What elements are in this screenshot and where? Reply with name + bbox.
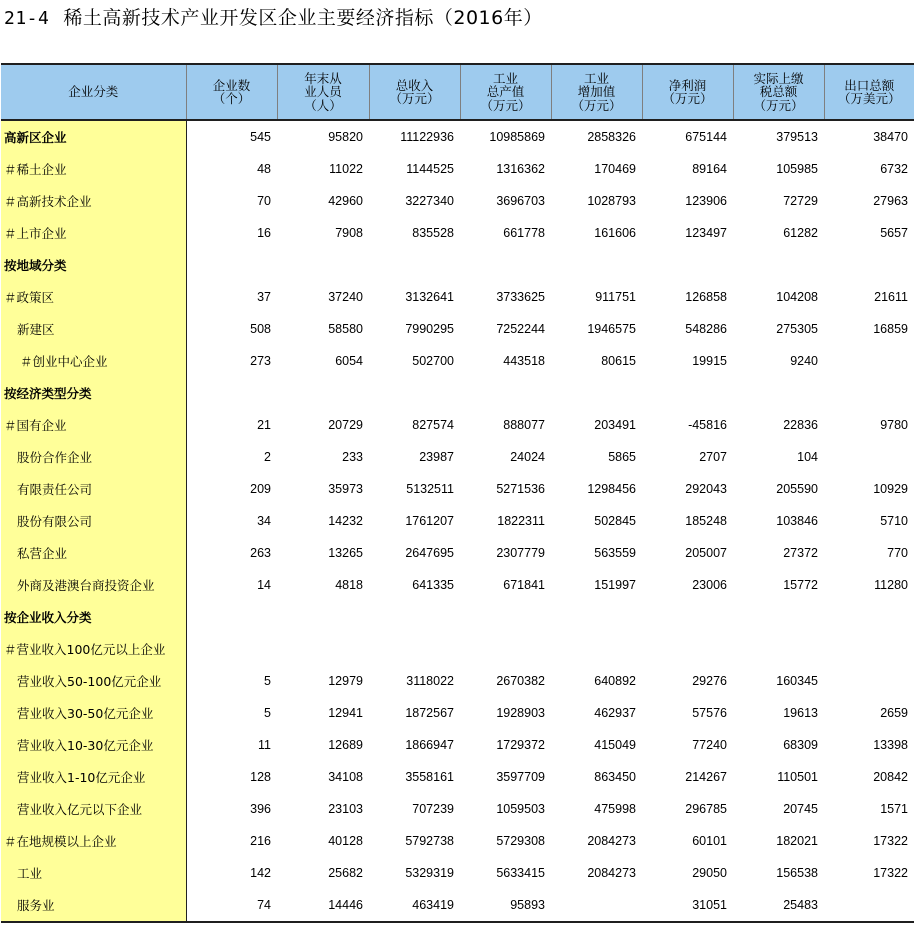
table-cell: 675144 [685,130,727,144]
column-header-tax-paid: 实际上缴 税总额 （万元） [733,64,824,120]
table-cell: 292043 [685,482,727,496]
table-cell: 126858 [685,290,727,304]
row-category-label: 营业收入10-30亿元企业 [1,729,186,761]
table-cell: 273 [250,354,271,368]
table-cell [642,377,733,409]
table-row [1,505,914,537]
table-row [1,281,914,313]
table-cell: 548286 [685,322,727,336]
table-cell: 379513 [776,130,818,144]
table-cell: 17322 [873,834,908,848]
row-category-label: 工业 [1,857,186,889]
table-cell: 6054 [335,354,363,368]
table-cell: 5 [264,674,271,688]
table-cell: 563559 [594,546,636,560]
row-category-label: 按企业收入分类 [1,601,186,633]
table-row [1,857,914,889]
table-row [1,313,914,345]
table-row [1,729,914,761]
table-cell: 3118022 [406,674,454,688]
table-cell [824,665,914,697]
page-title [4,6,543,31]
row-category-label: ＃在地规模以上企业 [1,825,186,857]
table-cell: 1028793 [587,194,636,208]
table-cell: 5792738 [405,834,454,848]
table-cell [277,377,369,409]
table-cell: 205007 [685,546,727,560]
table-cell: 205590 [776,482,818,496]
table-cell [186,249,277,281]
table-cell: 61282 [783,226,818,240]
table-cell: 3132641 [405,290,454,304]
table-cell: 156538 [776,866,818,880]
table-cell [277,601,369,633]
table-cell: 4818 [335,578,363,592]
row-category-label: 私营企业 [1,537,186,569]
table-cell: 6732 [880,162,908,176]
table-cell: 34108 [328,770,363,784]
table-title: 稀土高新技术产业开发区企业主要经济指标（2016年） [63,7,543,29]
table-cell: 10985869 [489,130,545,144]
table-cell: 182021 [776,834,818,848]
table-cell: 128 [250,770,271,784]
table-cell: 1822311 [497,514,545,528]
table-cell [824,377,914,409]
table-cell: 5633415 [496,866,545,880]
table-cell: 77240 [692,738,727,752]
table-cell: 24024 [510,450,545,464]
table-cell: 3227340 [405,194,454,208]
table-row [1,120,914,153]
table-cell: 31051 [642,889,733,922]
table-cell: 58580 [328,322,363,336]
row-category-label: ＃政策区 [1,281,186,313]
table-row [1,633,914,665]
table-cell: 25483 [733,889,824,922]
table-cell: 1571 [880,802,908,816]
table-body [1,120,914,922]
table-cell: 233 [342,450,363,464]
table-row [1,697,914,729]
table-cell: 14232 [328,514,363,528]
row-category-label: 外商及港澳台商投资企业 [1,569,186,601]
table-cell: 11280 [874,578,908,592]
table-row [1,345,914,377]
table-cell: 707239 [412,802,454,816]
table-cell: 1761207 [405,514,454,528]
table-cell: 415049 [594,738,636,752]
table-cell [186,601,277,633]
table-number: 21-4 [4,8,50,29]
table-row [1,473,914,505]
row-category-label: ＃稀土企业 [1,153,186,185]
table-cell: 3558161 [405,770,454,784]
table-cell: 19915 [692,354,727,368]
table-cell: 14 [257,578,271,592]
table-cell: 151997 [594,578,636,592]
table-cell [733,249,824,281]
table-cell [277,633,369,665]
table-cell [733,633,824,665]
table-cell: 5132511 [406,482,454,496]
table-row [1,569,914,601]
table-row [1,889,914,922]
table-cell: 5329319 [405,866,454,880]
table-cell: 170469 [594,162,636,176]
table-row [1,761,914,793]
table-cell: 15772 [783,578,818,592]
table-cell: 23987 [419,450,454,464]
table-cell: 37240 [328,290,363,304]
table-cell: -45816 [688,418,727,432]
row-category-label: 营业收入1-10亿元企业 [1,761,186,793]
table-cell: 2647695 [405,546,454,560]
table-cell: 185248 [685,514,727,528]
table-cell: 5729308 [496,834,545,848]
table-cell [551,889,642,922]
table-cell: 160345 [776,674,818,688]
table-cell: 475998 [594,802,636,816]
table-cell: 95893 [460,889,551,922]
table-cell: 2 [264,450,271,464]
table-cell: 74 [186,889,277,922]
table-cell: 1872567 [405,706,454,720]
row-category-label: 有限责任公司 [1,473,186,505]
table-cell: 2307779 [496,546,545,560]
table-cell: 911751 [595,290,636,304]
table-row [1,153,914,185]
row-category-label: 服务业 [1,889,186,922]
table-cell [369,601,460,633]
table-cell: 3696703 [496,194,545,208]
table-row [1,249,914,281]
table-row [1,825,914,857]
economic-indicators-table [1,63,914,923]
table-row [1,185,914,217]
table-cell [642,249,733,281]
table-cell: 23103 [328,802,363,816]
column-header-industrial-output: 工业 总产值 （万元） [460,64,551,120]
table-cell: 11 [258,738,271,752]
table-cell: 2858326 [587,130,636,144]
table-cell: 502845 [594,514,636,528]
row-category-label: ＃上市企业 [1,217,186,249]
table-cell: 263 [250,546,271,560]
table-cell: 216 [250,834,271,848]
table-cell: 12979 [328,674,363,688]
row-category-label: 营业收入30-50亿元企业 [1,697,186,729]
column-header-total-revenue: 总收入 （万元） [369,64,460,120]
row-category-label: 股份合作企业 [1,441,186,473]
table-cell: 10929 [873,482,908,496]
table-cell: 770 [887,546,908,560]
table-cell [824,441,914,473]
column-header-category: 企业分类 [1,64,186,120]
table-cell [460,377,551,409]
table-cell: 888077 [503,418,545,432]
row-category-label: ＃国有企业 [1,409,186,441]
table-cell: 3597709 [496,770,545,784]
table-cell: 110501 [777,770,818,784]
table-cell [460,249,551,281]
table-cell: 214267 [685,770,727,784]
column-header-net-profit: 净利润 （万元） [642,64,733,120]
table-row [1,217,914,249]
table-cell: 5710 [880,514,908,528]
table-cell: 640892 [594,674,636,688]
table-row [1,441,914,473]
table-cell [642,601,733,633]
table-cell: 11022 [329,162,363,176]
table-cell: 7908 [335,226,363,240]
table-cell: 161606 [594,226,636,240]
table-cell [551,633,642,665]
table-cell: 661778 [503,226,545,240]
row-category-label: 营业收入50-100亿元企业 [1,665,186,697]
table-cell: 12941 [328,706,363,720]
table-cell [824,889,914,922]
table-cell: 835528 [412,226,454,240]
table-cell: 16859 [873,322,908,336]
table-cell: 72729 [783,194,818,208]
column-header-enterprise-count: 企业数 （个） [186,64,277,120]
row-category-label: 新建区 [1,313,186,345]
table-cell: 104 [797,450,818,464]
table-cell [824,345,914,377]
table-cell: 5657 [880,226,908,240]
table-cell: 5865 [608,450,636,464]
table-cell: 142 [250,866,271,880]
table-cell: 17322 [873,866,908,880]
table-cell: 42960 [328,194,363,208]
row-category-label: ＃营业收入100亿元以上企业 [1,633,186,665]
table-cell [369,633,460,665]
table-cell: 19613 [783,706,818,720]
table-cell: 641335 [412,578,454,592]
table-cell: 508 [250,322,271,336]
table-cell: 5 [264,706,271,720]
table-row [1,793,914,825]
table-cell [733,377,824,409]
table-cell: 7252244 [496,322,545,336]
table-cell: 23006 [692,578,727,592]
table-cell: 123497 [685,226,727,240]
table-cell: 13265 [328,546,363,560]
table-cell: 20745 [783,802,818,816]
row-category-label: ＃创业中心企业 [1,345,186,377]
table-cell: 462937 [594,706,636,720]
table-cell: 2659 [880,706,908,720]
header-row [1,64,914,120]
table-cell: 296785 [685,802,727,816]
row-category-label: 股份有限公司 [1,505,186,537]
table-row [1,409,914,441]
table-cell: 9240 [790,354,818,368]
table-cell: 57576 [692,706,727,720]
table-cell: 27963 [873,194,908,208]
table-cell: 671841 [503,578,545,592]
table-cell: 27372 [783,546,818,560]
table-cell: 11122936 [400,130,454,144]
table-cell: 1316362 [496,162,545,176]
table-cell: 1866947 [405,738,454,752]
table-cell: 123906 [685,194,727,208]
table-cell: 827574 [412,418,454,432]
table-cell: 3733625 [496,290,545,304]
table-cell: 38470 [873,130,908,144]
table-cell: 5271536 [496,482,545,496]
table-cell [642,633,733,665]
table-cell [824,633,914,665]
column-header-industrial-added-value: 工业 增加值 （万元） [551,64,642,120]
table-cell [733,601,824,633]
table-cell: 89164 [692,162,727,176]
table-cell [551,601,642,633]
table-cell: 103846 [776,514,818,528]
table-cell: 502700 [412,354,454,368]
table-cell: 104208 [776,290,818,304]
table-row [1,601,914,633]
table-cell: 20729 [328,418,363,432]
table-cell: 2084273 [587,834,636,848]
table-cell: 21 [257,418,271,432]
table-cell: 9780 [880,418,908,432]
table-cell: 80615 [601,354,636,368]
table-cell: 68309 [783,738,818,752]
table-cell: 1298456 [587,482,636,496]
table-cell: 16 [257,226,271,240]
table-cell: 40128 [328,834,363,848]
table-cell [460,633,551,665]
table-cell: 70 [257,194,271,208]
table-cell: 1946575 [587,322,636,336]
table-cell: 35973 [328,482,363,496]
table-cell [460,601,551,633]
table-cell: 29276 [692,674,727,688]
table-cell [186,377,277,409]
table-cell: 2707 [699,450,727,464]
table-cell: 95820 [328,130,363,144]
table-cell [277,249,369,281]
table-cell: 2670382 [496,674,545,688]
table-cell: 21611 [874,290,908,304]
table-row [1,665,914,697]
table-cell: 463419 [369,889,460,922]
row-category-label: ＃高新技术企业 [1,185,186,217]
table-cell: 13398 [873,738,908,752]
table-cell: 443518 [503,354,545,368]
table-cell: 12689 [328,738,363,752]
table-cell: 48 [257,162,271,176]
table-cell [551,249,642,281]
table-cell: 396 [250,802,271,816]
table-cell: 209 [250,482,271,496]
table-cell: 34 [257,514,271,528]
table-cell: 7990295 [405,322,454,336]
table-cell: 863450 [594,770,636,784]
table-cell: 22836 [783,418,818,432]
table-cell: 1928903 [496,706,545,720]
column-header-exports: 出口总额 （万美元） [824,64,914,120]
row-category-label: 高新区企业 [1,120,186,153]
table-cell: 60101 [692,834,727,848]
table-cell: 203491 [594,418,636,432]
column-header-employees: 年末从 业人员 （人） [277,64,369,120]
table-cell [186,633,277,665]
table-cell [369,377,460,409]
table-cell: 1729372 [496,738,545,752]
table-cell: 2084273 [587,866,636,880]
row-category-label: 营业收入亿元以下企业 [1,793,186,825]
table-cell [369,249,460,281]
table-cell: 29050 [692,866,727,880]
table-cell: 14446 [277,889,369,922]
table-cell [824,249,914,281]
table-cell: 1059503 [496,802,545,816]
table-row [1,377,914,409]
table-cell: 105985 [776,162,818,176]
row-category-label: 按经济类型分类 [1,377,186,409]
row-category-label: 按地域分类 [1,249,186,281]
table-cell: 1144525 [406,162,454,176]
table-cell: 37 [257,290,271,304]
table-cell: 545 [250,130,271,144]
table-cell [824,601,914,633]
table-cell: 25682 [328,866,363,880]
table-row [1,537,914,569]
table-cell [551,377,642,409]
table-cell: 20842 [873,770,908,784]
table-cell: 275305 [776,322,818,336]
